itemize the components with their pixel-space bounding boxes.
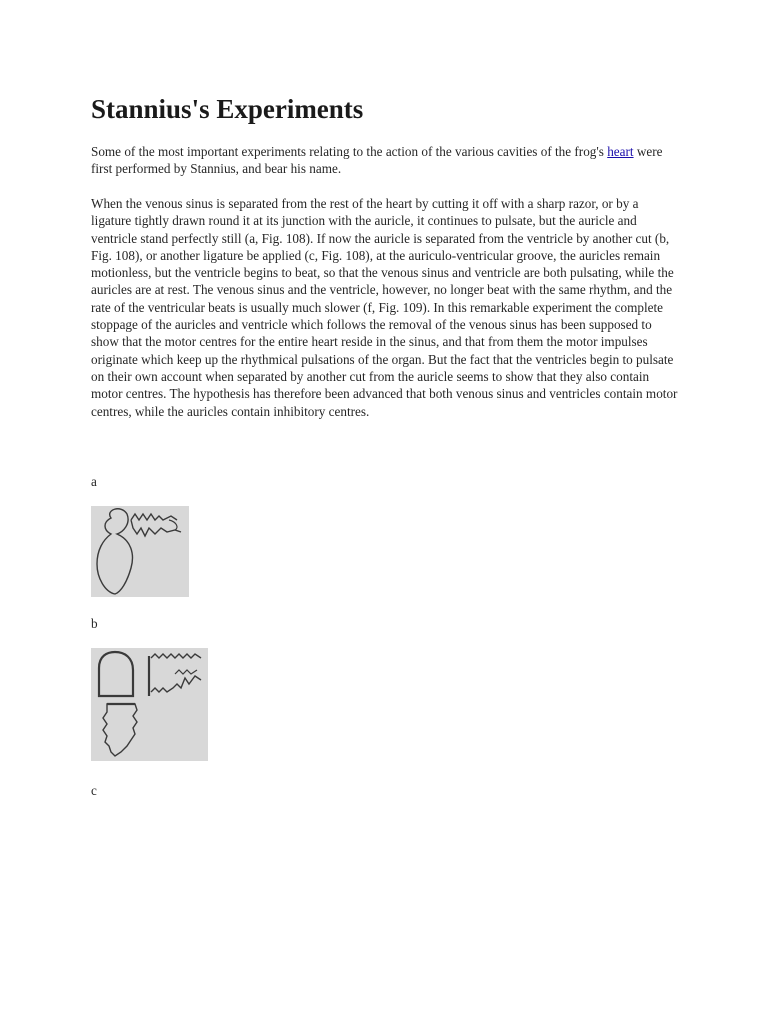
intro-paragraph [91,143,681,178]
intro-text-after: were first performed by Stannius, and bear his name. [91,144,663,177]
figure-label-a: a [91,474,97,489]
page-title: Stannius's Experiments [91,94,364,124]
figure-label-c: c [91,783,97,798]
heart-link[interactable]: heart [607,144,634,159]
body-paragraph: When the venous sinus is separated from the rest of the heart by cutting it off with a sharp razor, or by a ligature tightly drawn round it at its junction with the auricle, it continues to pulsate, but the auricle and ventricle stand perfectly still (a, Fig. 108). If now the auricle is separated from the ventricle by another cut (b, Fig. 108), or another ligature be applied (c, Fig. 108), at the auriculo-ventricular groove, the auricles remain motionless, but the ventricle begins to beat, so that the venous sinus and ventricle are both pulsating, while the auricles are at rest. The venous sinus and the ventricle, however, no longer beat with the same rhythm, and the rate of the ventricular beats is usually much slower (f, Fig. 109). In this remarkable experiment the complete stoppage of the auricles and ventricle which follows the removal of the venous sinus has been supposed to show that the motor centres for the entire heart reside in the sinus, and that from them the motor impulses originate which keep up the rhythmical pulsations of the organ. But the fact that the ventricles begin to pulsate on their own account when separated by another cut from the auricle seems to show that they also contain motor centres. The hypothesis has therefore been advanced that both venous sinus and ventricles contain motor centres, while the auricles contain inhibitory centres. [91,196,678,419]
figure-b-image [91,648,208,761]
intro-text-before: Some of the most important experiments relating to the action of the various cavities of the frog's [91,144,608,159]
figure-label-b: b [91,616,98,631]
figure-a-image [91,506,189,597]
